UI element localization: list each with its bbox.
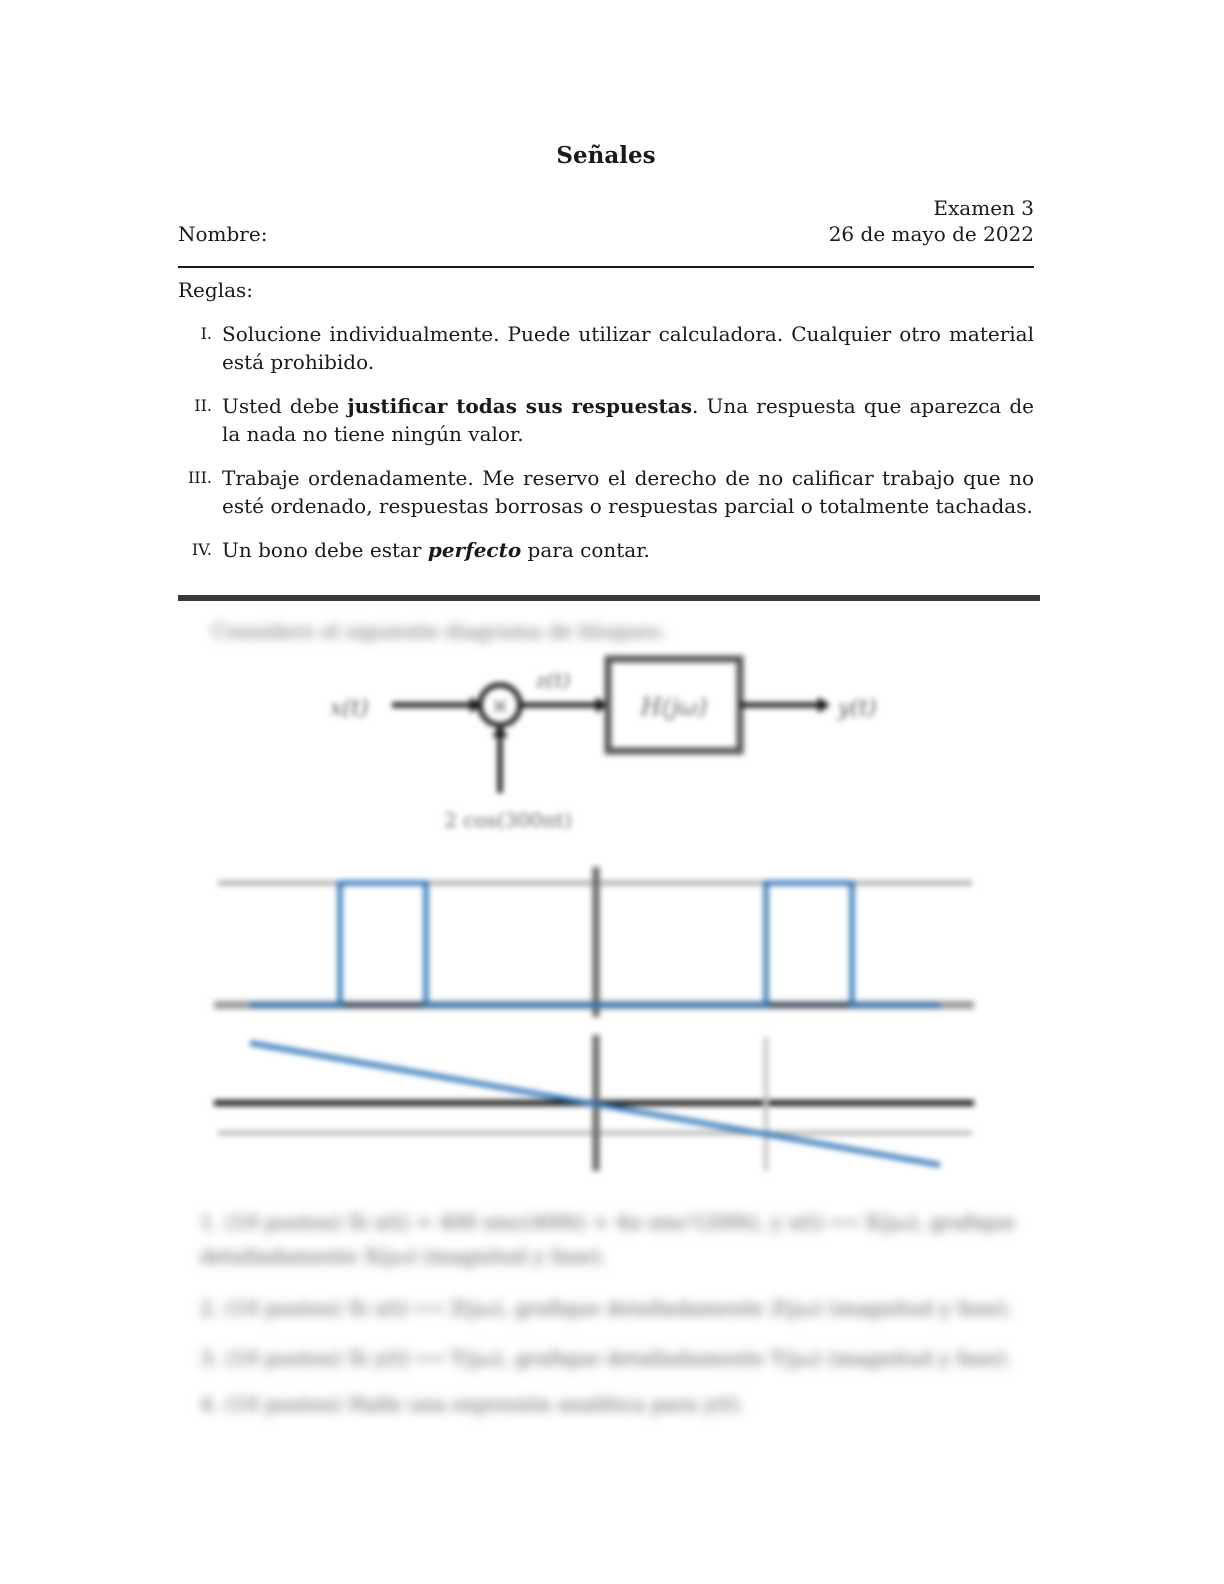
question-item: 3. (10 puntos) Si y(t) ⟷ Y(jω), grafique detalladamente Y(jω) (magnitud y fase).	[200, 1346, 1013, 1370]
rule-number: I.	[200, 324, 212, 343]
rule-number: IV.	[191, 540, 212, 559]
rule-number: III.	[187, 468, 212, 487]
carrier-label: 2 cos(300πt)	[444, 808, 572, 832]
phase-plot	[214, 1035, 974, 1171]
question-item: 1. (10 puntos) Si x(t) = 400 sinc(400t) + 4π sinc²(200t), y x(t) ⟷ X(jω), grafique detalladamente X(jω) (magnitud y fase).	[200, 1210, 1016, 1268]
question-item: 4. (10 puntos) Halle una expresión analítica para y(t).	[200, 1392, 746, 1416]
question-item: 2. (10 puntos) Si z(t) ⟷ Z(jω), grafique detalladamente Z(jω) (magnitud y fase).	[200, 1296, 1013, 1320]
rule-text: Un bono debe estar perfecto para contar.	[222, 538, 650, 562]
rule-item	[178, 464, 1034, 520]
exam-name: Examen 3	[933, 196, 1034, 220]
input-label: x(t)	[330, 696, 369, 721]
multiplier-symbol: ×	[490, 694, 510, 719]
system-block-label: H(jω)	[640, 693, 708, 721]
rule-item	[178, 320, 1034, 376]
section-divider	[178, 595, 1040, 601]
output-label: y(t)	[838, 696, 877, 721]
rules-label: Reglas:	[178, 278, 254, 302]
problem-section	[0, 605, 1224, 1425]
mid-signal-label: z(t)	[536, 668, 571, 692]
rule-text: Usted debe justificar todas sus respuestas. Una respuesta que aparezca de la nada no tiene ningún valor.	[222, 394, 1034, 446]
rule-number: II.	[194, 396, 212, 415]
page-title: Señales	[556, 142, 656, 169]
rule-text: Solucione individualmente. Puede utilizar calculadora. Cualquier otro material está prohibido.	[222, 322, 1034, 374]
rule-item	[178, 392, 1034, 448]
magnitude-plot	[214, 867, 974, 1017]
name-label: Nombre:	[178, 222, 268, 246]
block-diagram	[330, 659, 876, 832]
diagram-intro: Considere el siguiente diagrama de bloques:	[212, 619, 665, 643]
header-divider	[178, 266, 1034, 268]
rule-item	[178, 536, 1034, 564]
rule-text: Trabaje ordenadamente. Me reservo el derecho de no calificar trabajo que no esté ordenado, respuestas borrosas o respuestas parcial o totalmente tachadas.	[222, 466, 1034, 518]
exam-date: 26 de mayo de 2022	[828, 222, 1034, 246]
